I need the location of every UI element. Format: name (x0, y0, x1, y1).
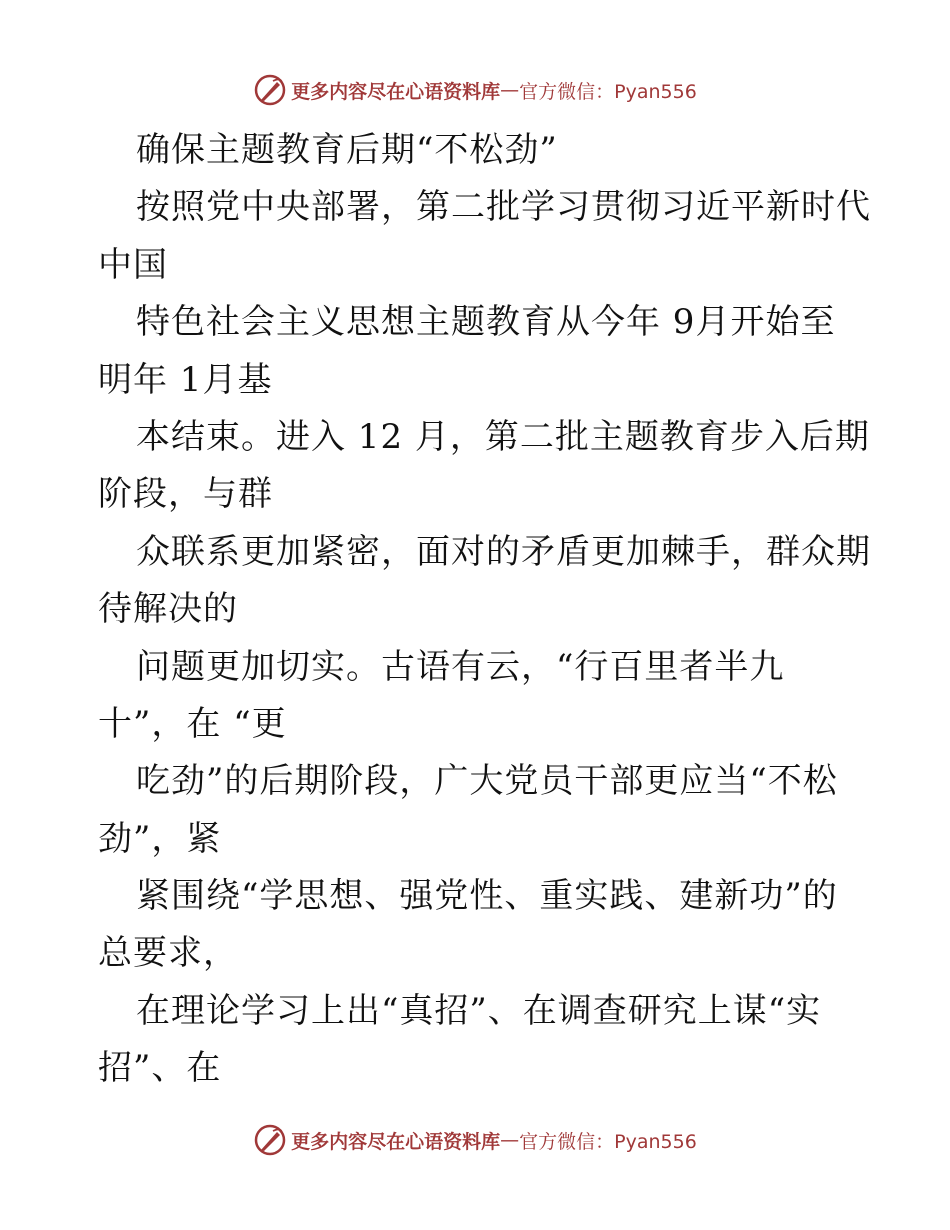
banner-site-text: 更多内容尽在心语资料库 (291, 80, 501, 103)
banner-separator: — (500, 79, 520, 101)
quill-logo-icon (253, 1123, 287, 1157)
document-body (98, 122, 871, 1098)
body-line: 十”，在 “更 (98, 703, 287, 744)
body-line: 阶段，与群 (98, 474, 273, 515)
banner-wechat-text: 官方微信：Pyan556 (519, 80, 697, 103)
banner-separator: — (500, 1129, 520, 1151)
body-line: 问题更加切实。古语有云，“行百里者半九 (136, 646, 785, 687)
body-line: 吃劲”的后期阶段，广大党员干部更应当“不松 (136, 761, 838, 802)
body-line: 在理论学习上出“真招”、在调查研究上谋“实 (136, 990, 822, 1031)
body-line: 待解决的 (98, 589, 238, 630)
body-line: 紧围绕“学思想、强党性、重实践、建新功”的 (136, 876, 838, 917)
body-line: 本结束。进入 12 月，第二批主题教育步入后期 (136, 416, 870, 457)
header-banner (0, 70, 950, 110)
body-line: 特色社会主义思想主题教育从今年 9月开始至 (136, 302, 836, 343)
banner-site-text: 更多内容尽在心语资料库 (291, 1130, 501, 1153)
quill-logo-icon (253, 73, 287, 107)
body-line: 中国 (98, 244, 168, 285)
banner-wechat-text: 官方微信：Pyan556 (519, 1130, 697, 1153)
body-line: 按照党中央部署，第二批学习贯彻习近平新时代 (136, 187, 871, 228)
body-line: 总要求， (98, 933, 238, 974)
body-line: 劲”，紧 (98, 818, 222, 859)
body-line: 明年 1月基 (98, 359, 273, 400)
body-line: 确保主题教育后期“不松劲” (136, 130, 558, 170)
body-line: 众联系更加紧密，面对的矛盾更加棘手，群众期 (136, 531, 871, 572)
body-line: 招”、在 (98, 1048, 222, 1089)
footer-banner (0, 1120, 950, 1160)
